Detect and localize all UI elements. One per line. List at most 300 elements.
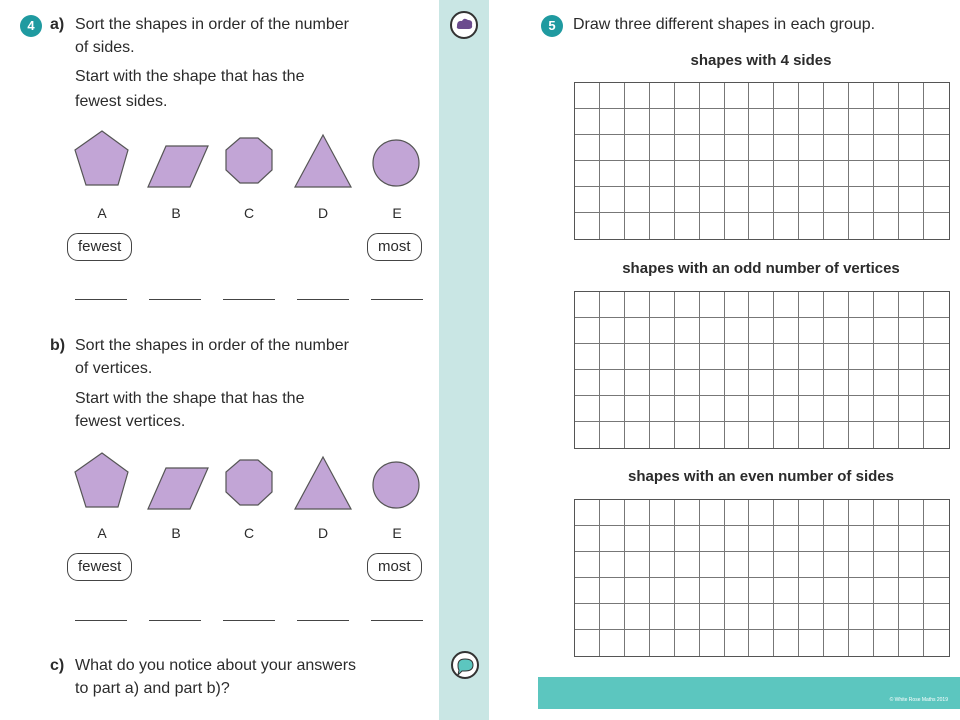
grid-cell[interactable] [749,344,774,370]
shapes-row-a [70,128,430,199]
grid-cell[interactable] [675,109,700,135]
grid-cell[interactable] [600,135,625,161]
grid-cell[interactable] [874,292,899,318]
grid-cell[interactable] [799,344,824,370]
grid-cell[interactable] [675,604,700,630]
answer-blank-b-1[interactable] [75,620,127,621]
grid-cell[interactable] [625,318,650,344]
grid-cell[interactable] [650,292,675,318]
grid-cell[interactable] [749,187,774,213]
grid-cell[interactable] [924,161,949,187]
grid-cell[interactable] [650,396,675,422]
grid-cell[interactable] [575,630,600,656]
grid-cell[interactable] [725,578,750,604]
grid-cell[interactable] [824,292,849,318]
part-c-line2: to part a) and part b)? [75,680,230,697]
grid-cell[interactable] [899,552,924,578]
grid-cell[interactable] [799,83,824,109]
grid-cell[interactable] [749,604,774,630]
grid-cell[interactable] [625,552,650,578]
grid-cell[interactable] [899,604,924,630]
grid-cell[interactable] [675,396,700,422]
grid-cell[interactable] [899,161,924,187]
grid-cell[interactable] [675,292,700,318]
grid-cell[interactable] [625,187,650,213]
grid-cell[interactable] [749,318,774,344]
grid-cell[interactable] [774,83,799,109]
grid-cell[interactable] [774,318,799,344]
grid-cell[interactable] [625,578,650,604]
grid-cell[interactable] [824,370,849,396]
grid-cell[interactable] [899,109,924,135]
grid-cell[interactable] [799,500,824,526]
grid-cell[interactable] [700,578,725,604]
grid-cell[interactable] [799,396,824,422]
grid-cell[interactable] [899,83,924,109]
grid-cell[interactable] [725,344,750,370]
shape-a-pentagon [75,131,128,185]
grid-group-3[interactable] [574,499,950,657]
grid-cell[interactable] [899,187,924,213]
grid-cell[interactable] [874,109,899,135]
grid-cell[interactable] [799,526,824,552]
grid-cell[interactable] [675,552,700,578]
grid-cell[interactable] [774,630,799,656]
grid-cell[interactable] [625,135,650,161]
grid-cell[interactable] [600,213,625,239]
grid-cell[interactable] [650,213,675,239]
grid-cell[interactable] [774,604,799,630]
grid-cell[interactable] [774,422,799,448]
grid-cell[interactable] [749,396,774,422]
grid-cell[interactable] [899,630,924,656]
grid-cell[interactable] [625,604,650,630]
grid-cell[interactable] [824,578,849,604]
grid-cell[interactable] [849,161,874,187]
grid-cell[interactable] [924,292,949,318]
grid-cell[interactable] [625,526,650,552]
grid-cell[interactable] [675,344,700,370]
grid-cell[interactable] [774,396,799,422]
grid-cell[interactable] [575,109,600,135]
grid-cell[interactable] [824,213,849,239]
grid-cell[interactable] [675,135,700,161]
grid-cell[interactable] [575,344,600,370]
grid-cell[interactable] [575,526,600,552]
grid-cell[interactable] [600,187,625,213]
grid-cell[interactable] [725,109,750,135]
grid-cell[interactable] [700,161,725,187]
question-5-instruction: Draw three different shapes in each group. [573,16,876,33]
part-a-line4: fewest sides. [75,93,168,110]
grid-cell[interactable] [625,213,650,239]
grid-cell[interactable] [625,161,650,187]
grid-cell[interactable] [650,161,675,187]
answer-blank-a-2[interactable] [149,299,201,300]
grid-cell[interactable] [725,604,750,630]
grid-cell[interactable] [899,396,924,422]
grid-cell[interactable] [774,213,799,239]
grid-cell[interactable] [924,630,949,656]
grid-cell[interactable] [774,187,799,213]
grid-cell[interactable] [700,187,725,213]
grid-cell[interactable] [874,396,899,422]
grid-cell[interactable] [575,396,600,422]
grid-cell[interactable] [575,292,600,318]
grid-cell[interactable] [700,396,725,422]
grid-cell[interactable] [749,213,774,239]
grid-cell[interactable] [700,552,725,578]
grid-cell[interactable] [924,500,949,526]
grid-cell[interactable] [675,318,700,344]
grid-cell[interactable] [774,344,799,370]
answer-blank-b-2[interactable] [149,620,201,621]
grid-cell[interactable] [849,318,874,344]
grid-cell[interactable] [675,213,700,239]
grid-cell[interactable] [749,292,774,318]
grid-cell[interactable] [849,630,874,656]
grid-cell[interactable] [874,422,899,448]
answer-blank-a-3[interactable] [223,299,275,300]
shape-a-pentagon [75,453,128,507]
grid-cell[interactable] [725,135,750,161]
grid-cell[interactable] [849,292,874,318]
grid-cell[interactable] [824,187,849,213]
grid-cell[interactable] [824,161,849,187]
grid-cell[interactable] [725,500,750,526]
grid-cell[interactable] [625,292,650,318]
grid-cell[interactable] [700,422,725,448]
grid-cell[interactable] [675,526,700,552]
grid-cell[interactable] [849,213,874,239]
grid-cell[interactable] [650,578,675,604]
grid-cell[interactable] [675,83,700,109]
grid-cell[interactable] [749,500,774,526]
grid-cell[interactable] [799,187,824,213]
grid-cell[interactable] [625,396,650,422]
grid-cell[interactable] [899,344,924,370]
grid-cell[interactable] [650,604,675,630]
grid-cell[interactable] [874,578,899,604]
grid-cell[interactable] [600,604,625,630]
grid-cell[interactable] [924,109,949,135]
grid-cell[interactable] [700,83,725,109]
grid-cell[interactable] [774,552,799,578]
grid-cell[interactable] [575,500,600,526]
grid-cell[interactable] [849,500,874,526]
grid-cell[interactable] [874,604,899,630]
grid-cell[interactable] [575,552,600,578]
grid-cell[interactable] [625,422,650,448]
grid-cell[interactable] [924,135,949,161]
grid-cell[interactable] [874,552,899,578]
grid-cell[interactable] [774,161,799,187]
grid-cell[interactable] [600,344,625,370]
grid-cell[interactable] [849,187,874,213]
grid-cell[interactable] [575,135,600,161]
grid-cell[interactable] [700,630,725,656]
grid-cell[interactable] [650,83,675,109]
grid-cell[interactable] [799,161,824,187]
grid-cell[interactable] [700,213,725,239]
grid-cell[interactable] [799,318,824,344]
grid-cell[interactable] [824,109,849,135]
grid-cell[interactable] [600,552,625,578]
grid-cell[interactable] [874,344,899,370]
grid-cell[interactable] [924,318,949,344]
grid-cell[interactable] [749,83,774,109]
grid-cell[interactable] [749,135,774,161]
grid-cell[interactable] [600,109,625,135]
grid-cell[interactable] [749,422,774,448]
grid-cell[interactable] [600,630,625,656]
grid-cell[interactable] [700,370,725,396]
grid-cell[interactable] [575,370,600,396]
grid-cell[interactable] [675,500,700,526]
grid-cell[interactable] [725,83,750,109]
grid-cell[interactable] [924,552,949,578]
grid-cell[interactable] [725,422,750,448]
group-2-heading: shapes with an odd number of vertices [622,260,900,277]
grid-cell[interactable] [874,135,899,161]
grid-cell[interactable] [849,396,874,422]
grid-cell[interactable] [749,552,774,578]
grid-cell[interactable] [700,500,725,526]
grid-cell[interactable] [575,161,600,187]
answer-blank-b-4[interactable] [297,620,349,621]
grid-cell[interactable] [725,370,750,396]
grid-cell[interactable] [849,604,874,630]
grid-cell[interactable] [799,422,824,448]
grid-cell[interactable] [924,422,949,448]
grid-cell[interactable] [625,83,650,109]
grid-cell[interactable] [600,526,625,552]
grid-cell[interactable] [824,422,849,448]
grid-cell[interactable] [650,552,675,578]
grid-cell[interactable] [625,344,650,370]
grid-cell[interactable] [725,161,750,187]
grid-cell[interactable] [799,370,824,396]
grid-cell[interactable] [725,552,750,578]
grid-cell[interactable] [924,526,949,552]
grid-cell[interactable] [924,83,949,109]
grid-cell[interactable] [600,396,625,422]
shape-label-e: E [392,205,402,221]
grid-cell[interactable] [675,630,700,656]
grid-cell[interactable] [849,578,874,604]
grid-cell[interactable] [650,187,675,213]
grid-cell[interactable] [650,370,675,396]
grid-cell[interactable] [700,344,725,370]
grid-cell[interactable] [849,370,874,396]
shape-c-octagon [226,460,272,505]
grid-cell[interactable] [625,109,650,135]
grid-cell[interactable] [575,83,600,109]
grid-cell[interactable] [924,344,949,370]
grid-group-2[interactable] [574,291,950,449]
grid-cell[interactable] [899,422,924,448]
grid-cell[interactable] [650,135,675,161]
grid-cell[interactable] [675,578,700,604]
grid-cell[interactable] [799,109,824,135]
question-5-number: 5 [541,15,563,37]
grid-cell[interactable] [675,370,700,396]
grid-cell[interactable] [849,552,874,578]
grid-cell[interactable] [575,604,600,630]
grid-cell[interactable] [600,83,625,109]
grid-cell[interactable] [899,370,924,396]
grid-cell[interactable] [799,135,824,161]
grid-cell[interactable] [725,630,750,656]
grid-cell[interactable] [650,344,675,370]
copyright-text: © White Rose Maths 2019 [889,697,948,703]
part-b-line2: of vertices. [75,360,153,377]
grid-cell[interactable] [824,526,849,552]
grid-cell[interactable] [575,187,600,213]
grid-cell[interactable] [874,83,899,109]
grid-cell[interactable] [600,370,625,396]
grid-cell[interactable] [774,370,799,396]
grid-cell[interactable] [849,109,874,135]
grid-group-1[interactable] [574,82,950,240]
grid-cell[interactable] [899,500,924,526]
grid-cell[interactable] [874,370,899,396]
grid-cell[interactable] [824,630,849,656]
grid-cell[interactable] [824,135,849,161]
grid-cell[interactable] [700,604,725,630]
grid-cell[interactable] [700,292,725,318]
grid-cell[interactable] [749,526,774,552]
grid-cell[interactable] [874,500,899,526]
grid-cell[interactable] [749,109,774,135]
grid-cell[interactable] [899,135,924,161]
answer-blank-a-1[interactable] [75,299,127,300]
answer-blank-b-5[interactable] [371,620,423,621]
grid-cell[interactable] [874,318,899,344]
grid-cell[interactable] [899,526,924,552]
grid-cell[interactable] [600,318,625,344]
grid-cell[interactable] [650,318,675,344]
grid-cell[interactable] [650,526,675,552]
shapes-row-b [70,450,430,521]
grid-cell[interactable] [675,422,700,448]
grid-cell[interactable] [700,135,725,161]
grid-cell[interactable] [924,370,949,396]
grid-cell[interactable] [600,422,625,448]
grid-cell[interactable] [849,422,874,448]
fewest-pill-b: fewest [67,553,132,581]
grid-cell[interactable] [924,578,949,604]
grid-cell[interactable] [899,213,924,239]
grid-cell[interactable] [824,396,849,422]
grid-cell[interactable] [725,526,750,552]
grid-cell[interactable] [774,292,799,318]
answer-blank-b-3[interactable] [223,620,275,621]
grid-cell[interactable] [874,213,899,239]
grid-cell[interactable] [700,526,725,552]
grid-cell[interactable] [824,552,849,578]
grid-cell[interactable] [725,213,750,239]
grid-cell[interactable] [575,422,600,448]
answer-blank-a-5[interactable] [371,299,423,300]
grid-cell[interactable] [849,344,874,370]
grid-cell[interactable] [924,187,949,213]
grid-cell[interactable] [824,83,849,109]
grid-cell[interactable] [799,630,824,656]
grid-cell[interactable] [700,318,725,344]
grid-cell[interactable] [575,578,600,604]
grid-cell[interactable] [799,604,824,630]
grid-cell[interactable] [725,396,750,422]
grid-cell[interactable] [899,578,924,604]
grid-cell[interactable] [849,83,874,109]
grid-cell[interactable] [774,135,799,161]
grid-cell[interactable] [874,161,899,187]
part-a-line2: of sides. [75,39,135,56]
grid-cell[interactable] [749,161,774,187]
grid-cell[interactable] [650,500,675,526]
grid-cell[interactable] [899,318,924,344]
grid-cell[interactable] [675,161,700,187]
grid-cell[interactable] [849,135,874,161]
grid-cell[interactable] [849,526,874,552]
grid-cell[interactable] [600,578,625,604]
grid-cell[interactable] [824,318,849,344]
grid-cell[interactable] [799,213,824,239]
most-pill-a: most [367,233,422,261]
grid-cell[interactable] [774,109,799,135]
grid-cell[interactable] [749,578,774,604]
grid-cell[interactable] [924,213,949,239]
grid-cell[interactable] [799,292,824,318]
grid-cell[interactable] [600,500,625,526]
grid-cell[interactable] [675,187,700,213]
grid-cell[interactable] [774,500,799,526]
answer-blank-a-4[interactable] [297,299,349,300]
grid-cell[interactable] [799,578,824,604]
grid-cell[interactable] [725,292,750,318]
grid-cell[interactable] [650,630,675,656]
grid-cell[interactable] [824,500,849,526]
grid-cell[interactable] [600,292,625,318]
grid-cell[interactable] [924,396,949,422]
grid-cell[interactable] [725,318,750,344]
grid-cell[interactable] [824,344,849,370]
grid-cell[interactable] [924,604,949,630]
grid-cell[interactable] [749,630,774,656]
grid-cell[interactable] [575,213,600,239]
grid-cell[interactable] [600,161,625,187]
grid-cell[interactable] [799,552,824,578]
grid-cell[interactable] [824,604,849,630]
grid-cell[interactable] [725,187,750,213]
grid-cell[interactable] [774,526,799,552]
grid-cell[interactable] [650,422,675,448]
grid-cell[interactable] [899,292,924,318]
grid-cell[interactable] [874,187,899,213]
grid-cell[interactable] [874,630,899,656]
grid-cell[interactable] [700,109,725,135]
grid-cell[interactable] [625,500,650,526]
part-c-line1: What do you notice about your answers [75,657,357,674]
grid-cell[interactable] [749,370,774,396]
grid-cell[interactable] [874,526,899,552]
grid-cell[interactable] [625,630,650,656]
grid-cell[interactable] [625,370,650,396]
grid-cell[interactable] [575,318,600,344]
grid-cell[interactable] [650,109,675,135]
grid-cell[interactable] [774,578,799,604]
